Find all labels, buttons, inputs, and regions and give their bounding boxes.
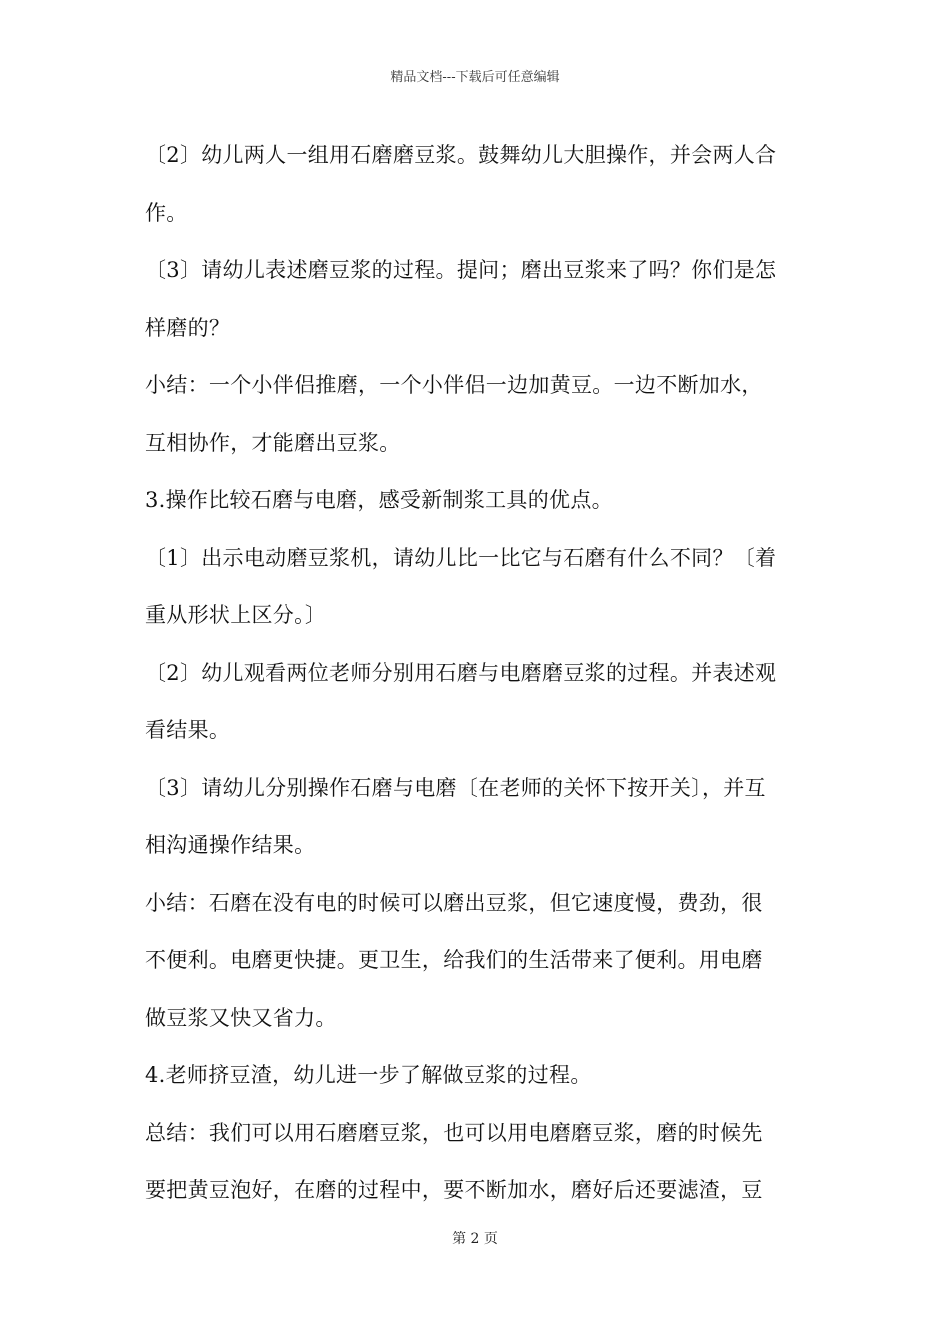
text-line: 不便利。电磨更快捷。更卫生，给我们的生活带来了便利。用电磨 [145, 948, 763, 972]
document-body [145, 127, 810, 1220]
text-line: 3.操作比较石磨与电磨，感受新制浆工具的优点。 [145, 488, 613, 512]
text-line: 互相协作，才能磨出豆浆。 [145, 430, 401, 455]
text-line: 小结：石磨在没有电的时候可以磨出豆浆，但它速度慢，费劲，很 [145, 890, 763, 915]
page-number: 第 2 页 [452, 1231, 498, 1247]
text-line: 〔3〕请幼儿表述磨豆浆的过程。提问；磨出豆浆来了吗？你们是怎 [145, 258, 777, 282]
text-line: 〔1〕出示电动磨豆浆机，请幼儿比一比它与石磨有什么不同？〔着 [145, 545, 777, 570]
text-line: 〔2〕幼儿两人一组用石磨磨豆浆。鼓舞幼儿大胆操作，并会两人合 [145, 143, 777, 167]
text-line: 作。 [145, 200, 188, 225]
page-header: 精品文档---下载后可任意编辑 [390, 70, 560, 85]
text-line: 4.老师挤豆渣，幼儿进一步了解做豆浆的过程。 [145, 1063, 592, 1087]
text-line: 总结：我们可以用石磨磨豆浆，也可以用电磨磨豆浆，磨的时候先 [145, 1120, 763, 1145]
text-line: 要把黄豆泡好，在磨的过程中，要不断加水，磨好后还要滤渣，豆 [145, 1178, 763, 1202]
text-line: 重从形状上区分。〕 [145, 603, 327, 627]
text-line: 做豆浆又快又省力。 [145, 1005, 337, 1030]
text-line: 〔3〕请幼儿分别操作石磨与电磨〔在老师的关怀下按开关〕，并互 [145, 775, 766, 800]
text-line: 相沟通操作结果。 [145, 833, 316, 857]
text-line: 小结：一个小伴侣推磨，一个小伴侣一边加黄豆。一边不断加水， [145, 373, 763, 397]
text-line: 样磨的？ [145, 315, 231, 340]
text-line: 看结果。 [145, 718, 231, 742]
text-line: 〔2〕幼儿观看两位老师分别用石磨与电磨磨豆浆的过程。并表述观 [145, 660, 777, 685]
